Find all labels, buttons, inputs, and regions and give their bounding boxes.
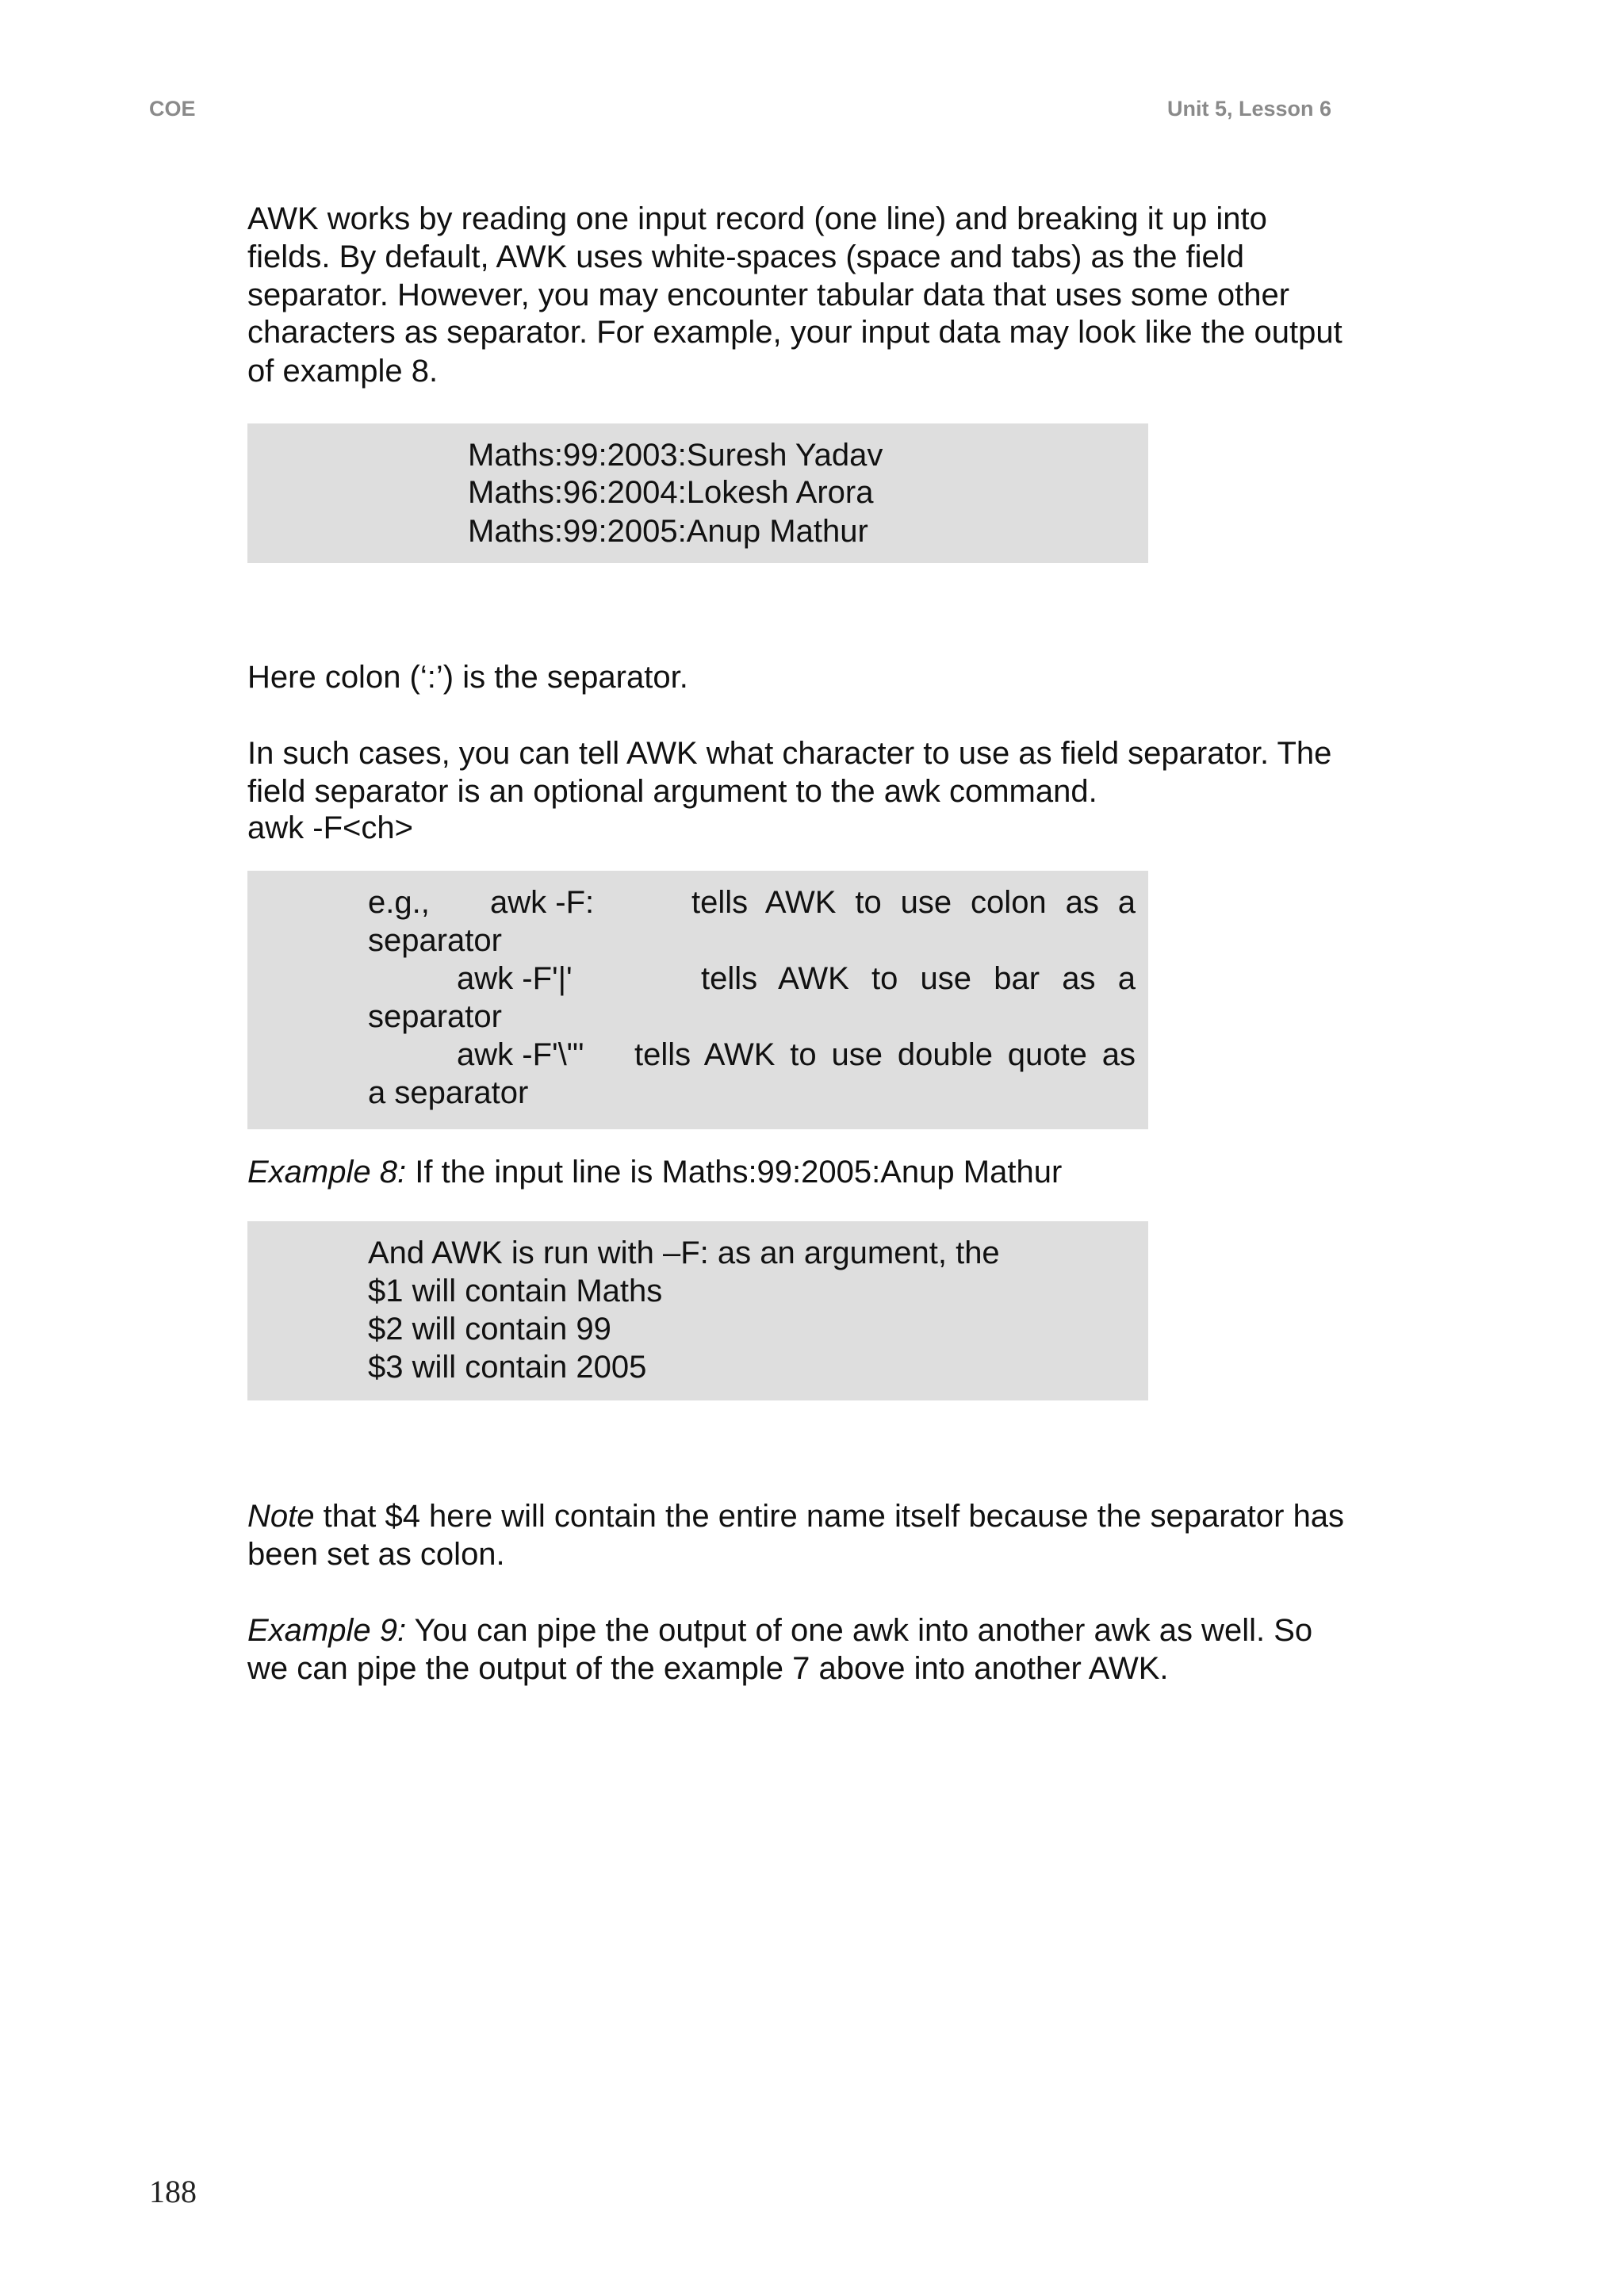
sample-line: Maths:99:2003:Suresh Yadav	[468, 438, 883, 473]
header-right: Unit 5, Lesson 6	[1167, 97, 1332, 121]
result-line: And AWK is run with –F: as an argument, the	[368, 1236, 1000, 1270]
colon-separator-note: Here colon (‘:’) is the separator.	[247, 660, 688, 695]
result-line: $2 will contain 99	[368, 1312, 611, 1347]
result-line: $3 will contain 2005	[368, 1350, 647, 1385]
example9-line	[247, 1611, 1397, 1649]
cases-line: In such cases, you can tell AWK what character to use as field separator. The	[247, 736, 1332, 771]
cases-line: field separator is an optional argument to the awk command.	[247, 774, 1097, 809]
intro-line: fields. By default, AWK uses white-spaces (space and tabs) as the field	[247, 239, 1244, 274]
example8-text: If the input line is Maths:99:2005:Anup Mathur	[406, 1155, 1063, 1190]
example-command: awk -F'\"'	[457, 1037, 584, 1072]
field-result-box	[247, 1221, 1148, 1400]
note-line: been set as colon.	[247, 1537, 505, 1572]
example-description-continued: separator	[368, 999, 502, 1034]
separator-examples-box	[247, 871, 1148, 1129]
intro-line: AWK works by reading one input record (one line) and breaking it up into	[247, 201, 1267, 236]
sample-line: Maths:99:2005:Anup Mathur	[468, 514, 868, 549]
intro-line: characters as separator. For example, your input data may look like the output	[247, 315, 1342, 350]
result-line: $1 will contain Maths	[368, 1274, 663, 1308]
example-description-continued: a separator	[368, 1075, 529, 1110]
example-description: tells AWK to use bar as a	[701, 961, 1136, 996]
header-left: COE	[149, 97, 196, 121]
note-text: that $4 here will contain the entire name itself because the separator has	[314, 1499, 1345, 1534]
sample-data-box	[247, 423, 1148, 563]
page-number: 188	[149, 2174, 197, 2209]
awk-syntax-line: awk -F<ch>	[247, 810, 413, 845]
intro-line: of example 8.	[247, 354, 439, 389]
example8-paragraph	[247, 1153, 1397, 1191]
example-command: awk -F'|'	[457, 961, 573, 996]
example-description: tells AWK to use double quote as	[634, 1037, 1136, 1072]
example8-label: Example 8:	[247, 1155, 407, 1190]
example-command: awk -F:	[490, 885, 595, 920]
note-line	[247, 1497, 1397, 1535]
example9-label: Example 9:	[247, 1613, 407, 1648]
example-description-continued: separator	[368, 923, 502, 958]
example9-text: You can pipe the output of one awk into another awk as well. So	[406, 1613, 1313, 1648]
intro-line: separator. However, you may encounter tabular data that uses some other	[247, 278, 1290, 312]
note-label: Note	[247, 1499, 315, 1534]
sample-line: Maths:96:2004:Lokesh Arora	[468, 475, 874, 510]
eg-label: e.g.,	[368, 885, 430, 920]
example9-line: we can pipe the output of the example 7 above into another AWK.	[247, 1651, 1169, 1686]
example-description: tells AWK to use colon as a	[691, 885, 1136, 920]
